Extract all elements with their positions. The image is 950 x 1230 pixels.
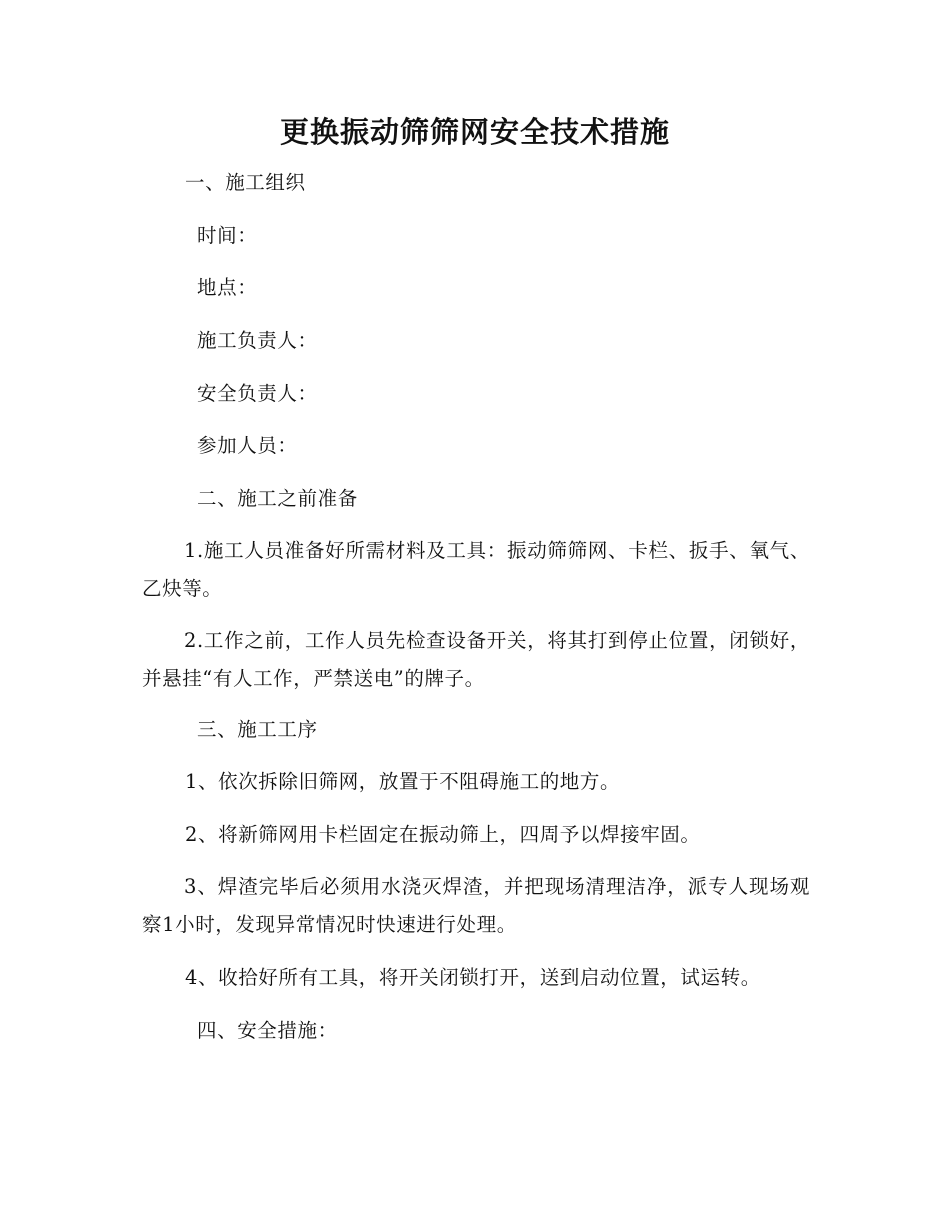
procedure-item-2: 2、将新筛网用卡栏固定在振动筛上，四周予以焊接牢固。 bbox=[185, 823, 701, 846]
procedure-item-3: 3、焊渣完毕后必须用水浇灭焊渣，并把现场清理洁净，派专人现场观察1小时，发现异常情况时快速进行处理。 bbox=[142, 875, 810, 936]
section-heading-organization: 一、施工组织 bbox=[185, 171, 306, 194]
section-heading-procedure: 三、施工工序 bbox=[197, 718, 318, 741]
participants-label: 参加人员： bbox=[197, 434, 298, 457]
section-heading-safety: 四、安全措施： bbox=[197, 1019, 338, 1042]
safety-lead-label: 安全负责人： bbox=[197, 382, 318, 405]
procedure-item-1: 1、依次拆除旧筛网，放置于不阻碍施工的地方。 bbox=[185, 770, 621, 793]
procedure-item-4: 4、收拾好所有工具，将开关闭锁打开，送到启动位置，试运转。 bbox=[185, 966, 761, 989]
construction-lead-label: 施工负责人： bbox=[197, 329, 318, 352]
time-label: 时间： bbox=[197, 224, 258, 247]
preparation-item-2: 2.工作之前，工作人员先检查设备开关，将其打到停止位置，闭锁好，并悬挂“有人工作，严禁送电”的牌子。 bbox=[142, 629, 810, 690]
preparation-item-1: 1.施工人员准备好所需材料及工具：振动筛筛网、卡栏、扳手、氧气、乙炔等。 bbox=[142, 539, 810, 600]
section-heading-preparation: 二、施工之前准备 bbox=[197, 487, 358, 510]
location-label: 地点： bbox=[197, 276, 258, 299]
document-title: 更换振动筛筛网安全技术措施 bbox=[279, 115, 670, 149]
